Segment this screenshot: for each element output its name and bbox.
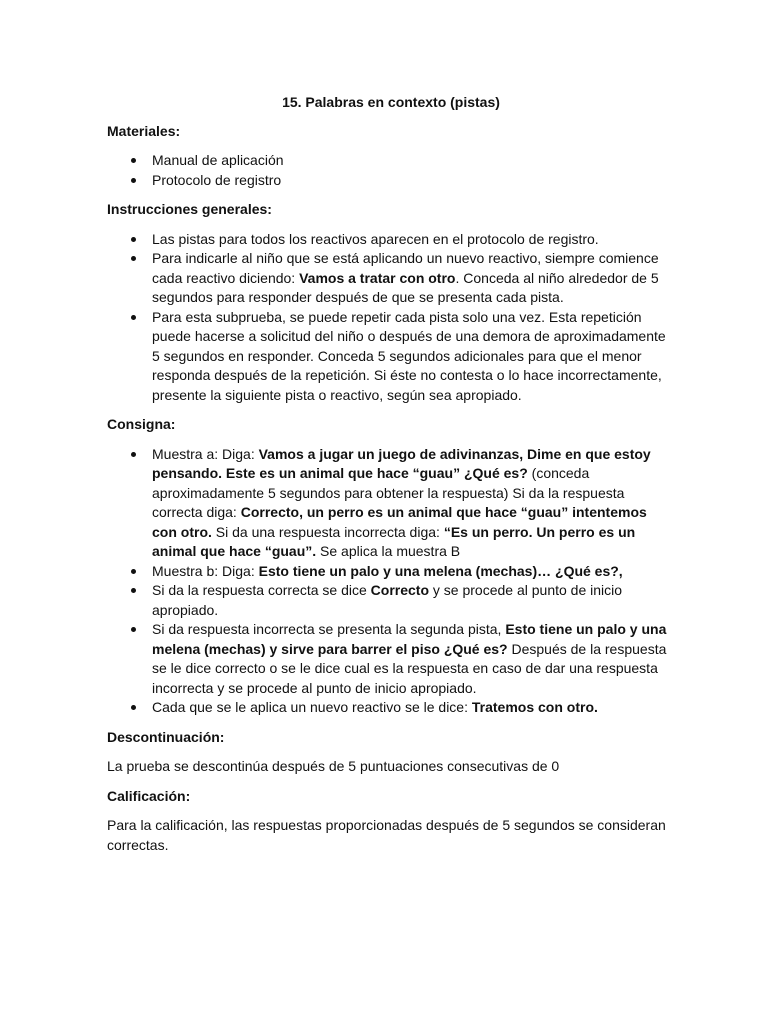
bold-run: Esto tiene un palo y una melena (mechas)… ¿Qué es?, <box>258 562 623 579</box>
instrucciones-list <box>107 230 667 406</box>
descontinuacion-text: La prueba se descontinúa después de 5 puntuaciones consecutivas de 0 <box>107 758 560 774</box>
list-item <box>107 698 667 718</box>
bold-run: Vamos a jugar un juego de adivinanzas, Dime en que estoy pensando. Este es un animal que hace “guau” ¿Qué es? <box>152 445 651 481</box>
text-run: Si da una respuesta incorrecta diga: <box>211 523 444 540</box>
text-run: Si da la respuesta correcta se dice <box>152 582 371 598</box>
text-run: y se procede al punto de inicio apropiado. <box>152 582 623 618</box>
text-run: Muestra a: Diga: <box>152 445 259 462</box>
document-title: 15. Palabras en contexto (pistas) <box>282 94 500 110</box>
list-item <box>107 562 667 582</box>
instrucciones-heading: Instrucciones generales: <box>107 201 272 217</box>
text-run: Cada que se le aplica un nuevo reactivo se le dice: <box>152 699 472 715</box>
calificacion-heading: Calificación: <box>107 787 191 804</box>
list-item: Manual de aplicación <box>107 151 667 171</box>
bold-run: Correcto, un perro es un animal que hace “guau” intentemos con otro. <box>152 504 647 540</box>
bold-run: Tratemos con otro. <box>471 699 598 715</box>
text-run: Para indicarle al niño que se está aplicando un nuevo reactivo, siempre comience cada reactivo diciendo: <box>152 250 659 286</box>
bold-run: Esto tiene un palo y una melena (mechas) y sirve para barrer el piso ¿Qué es? <box>152 621 667 657</box>
list-item <box>107 445 667 562</box>
list-item <box>107 620 667 698</box>
bold-run: Vamos a tratar con otro <box>299 269 456 286</box>
list-item: Para esta subprueba, se puede repetir cada pista solo una vez. Esta repetición puede hacerse a solicitud del niño o después de una demora de aproximadamente 5 segundos en responder. Conceda 5 segundos adicionales para que el menor responda después de la repetición. Si éste no contesta o lo hace incorrectamente, presente la siguiente pista o reactivo, según sea apropiado. <box>107 308 667 406</box>
list-item <box>107 249 667 308</box>
list-item: Las pistas para todos los reactivos aparecen en el protocolo de registro. <box>107 230 667 250</box>
bold-run: Correcto <box>370 582 430 598</box>
text-run: Después de la respuesta se le dice correcto o se le dice cual es la respuesta en caso de dar una respuesta incorrecta y se procede al punto de inicio apropiado. <box>152 640 667 696</box>
list-item <box>107 581 667 620</box>
calificacion-text: Para la calificación, las respuestas proporcionadas después de 5 segundos se consideran correctas. <box>107 817 666 853</box>
consigna-heading: Consigna: <box>107 416 176 432</box>
bold-run: “Es un perro. Un perro es un animal que hace “guau”. <box>152 523 636 559</box>
descontinuacion-heading: Descontinuación: <box>107 728 225 745</box>
text-run: (conceda aproximadamente 5 segundos para obtener la respuesta) Si da la respuesta correcta diga: <box>152 465 625 520</box>
materiales-heading: Materiales: <box>107 122 181 139</box>
consigna-list <box>107 445 667 718</box>
document-page <box>107 93 667 865</box>
text-run: Si da respuesta incorrecta se presenta la segunda pista, <box>152 621 506 637</box>
text-run: Muestra b: Diga: <box>152 562 259 579</box>
list-item: Protocolo de registro <box>107 171 667 191</box>
text-run: Se aplica la muestra B <box>316 543 461 559</box>
materiales-list <box>107 151 667 190</box>
text-run: . Conceda al niño alrededor de 5 segundos para responder después de que se presenta cada pista. <box>152 269 659 305</box>
